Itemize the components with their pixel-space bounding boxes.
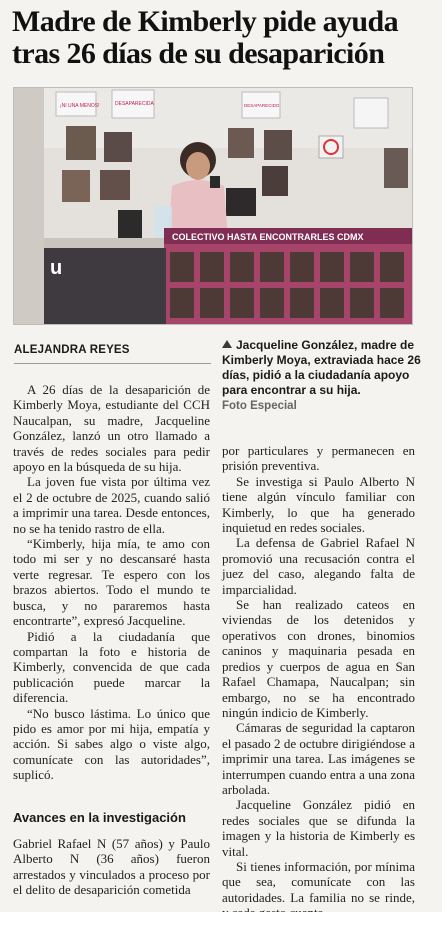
photo-credit: Foto Especial	[222, 400, 297, 412]
paragraph: “Kimberly, hija mía, te amo con todo mi ser y no descansaré hasta verte regresar. Te espero con los brazos abiertos. Todo el mundo te busca, y no pararemos hasta encontrarte”, expresó Jacqueline.	[13, 536, 210, 629]
sign-text: ¡NI UNA MENOS!	[60, 103, 100, 109]
page-bottom-edge	[0, 912, 442, 933]
paragraph: Se investiga si Paulo Alberto N tiene algún vínculo familiar con Kimberly, lo que ha generado inquietud en redes sociales.	[222, 473, 415, 536]
section-subhead: Avances en la investigación	[13, 810, 186, 825]
paragraph: “No busco lástima. Lo único que pido es amor por mi hija, empatía y acción. Si sabes algo o viste algo, comunícate con las autoridades”, suplicó.	[13, 705, 210, 783]
paragraph: Gabriel Rafael N (57 años) y Paulo Alberto N (36 años) fueron arrestados y vinculados a proceso por el delito de desaparición cometida	[13, 836, 210, 898]
headline: Madre de Kimberly pide ayuda tras 26 días de su desaparición	[12, 5, 398, 70]
article-column-1-continued	[13, 836, 210, 898]
paragraph: Pidió a la ciudadanía que compartan la foto e historia de Kimberly, convencida de que cada publicación puede marcar la diferencia.	[13, 628, 210, 706]
banner-text: COLECTIVO HASTA ENCONTRARLES CDMX	[172, 232, 364, 242]
caption-text: Jacqueline González, madre de Kimberly Moya, extraviada hace 26 días, pidió a la ciudadanía apoyo para encontrar a su hija.	[222, 338, 421, 397]
byline: ALEJANDRA REYES	[14, 344, 130, 356]
article-column-1	[13, 382, 210, 783]
paragraph: Jacqueline González pidió en redes sociales que se difunda la imagen y la historia de Kimberly es vital.	[222, 797, 415, 859]
byline-rule	[14, 363, 211, 364]
paragraph: La defensa de Gabriel Rafael N promovió una recusación contra el juez del caso, alegando falta de imparcialidad.	[222, 535, 415, 597]
article-column-2	[222, 443, 415, 921]
paragraph: Cámaras de seguridad la captaron el pasado 2 de octubre dirigiéndose a imprimir una tarea. Las imágenes se interrumpen cuando entra a una zona arbolada.	[222, 720, 415, 797]
sign-text: DESAPARECIDO	[244, 103, 280, 108]
paragraph: por particulares y permanecen en prisión preventiva.	[222, 443, 415, 474]
news-photo	[13, 87, 413, 325]
banner-left-letter: u	[50, 257, 63, 279]
paragraph: Si tienes información, por mínima que sea, comunícate con las autoridades. La familia no se rinde,	[222, 858, 415, 905]
sign-text: DESAPARECIDA	[115, 101, 154, 107]
paragraph: Se han realizado cateos en viviendas de los detenidos y operativos con drones, binomios caninos y maquinaria pesada en predios y cuerpos de agua en San Rafael Chamapa, Naucalpan; sin embargo, no se ha encontrado ningún indicio de Kimberly.	[222, 597, 415, 720]
paragraph: La joven fue vista por última vez el 2 de octubre de 2025, cuando salió a imprimir una tarea. Desde entonces, no se ha tenido rastro de ella.	[13, 474, 210, 536]
paragraph: A 26 días de la desaparición de Kimberly Moya, estudiante del CCH Naucalpan, su madre, Jacqueline González, lanzó un otro llamado a través de redes sociales para pedir apoyo en la búsqueda de su hija.	[13, 382, 210, 475]
photo-illustration	[14, 88, 412, 324]
photo-caption	[222, 338, 422, 398]
caption-triangle-icon	[222, 340, 232, 348]
